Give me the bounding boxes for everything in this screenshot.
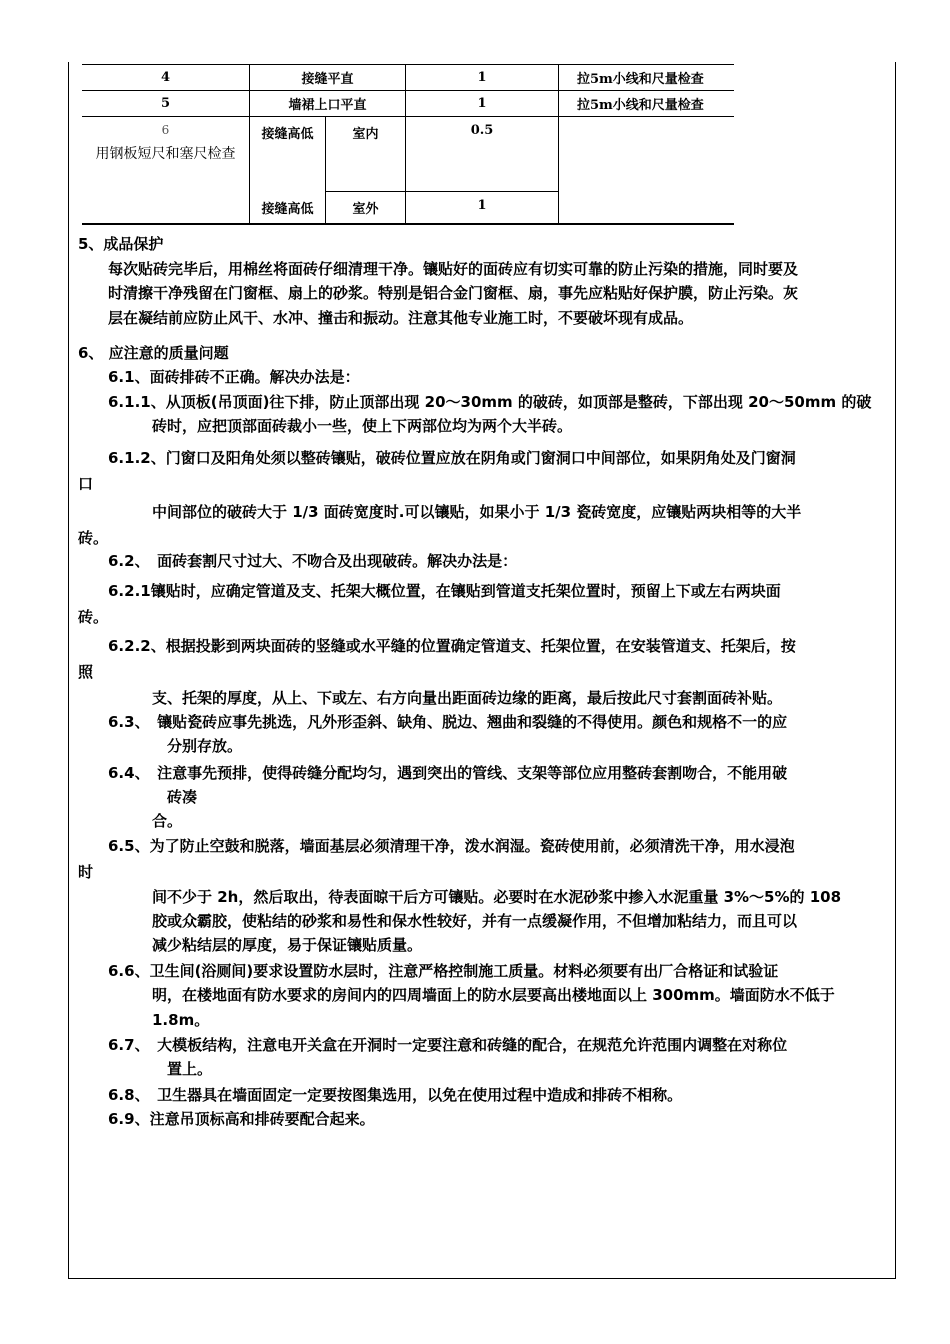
paragraph-line: 减少粘结层的厚度，易于保证镶贴质量。: [152, 936, 423, 954]
tolerance-value: 1: [406, 65, 559, 91]
paragraph-line: 6.7、 大模板结构，注意电开关盒在开洞时一定要注意和砖缝的配合，在规范允许范围内调整在对称位: [108, 1036, 788, 1054]
paragraph-line: 6.1.1、从顶板(吊顶面)往下排，防止顶部出现 20～30mm 的破砖，如顶部是整砖，下部出现 20～50mm 的破: [108, 393, 872, 411]
table-row: [82, 117, 734, 192]
paragraph-line: 时清擦干净残留在门窗框、扇上的砂浆。特别是铝合金门窗框、扇，事先应粘贴好保护膜，防止污染。灰: [108, 284, 799, 302]
paragraph-line: 6.5、为了防止空鼓和脱落，墙面基层必须清理干净，泼水润湿。瓷砖使用前，必须清洗干净，用水浸泡: [108, 837, 795, 855]
paragraph-line: 支、托架的厚度，从上、下或左、右方向量出距面砖边缘的距离，最后按此尺寸套割面砖补贴。: [152, 689, 783, 707]
row-number: 4: [82, 65, 250, 91]
paragraph-line: 6.8、 卫生器具在墙面固定一定要按图集选用，以免在使用过程中造成和排砖不相称。: [108, 1086, 683, 1104]
inspection-table: [82, 64, 734, 225]
table-row: [82, 65, 734, 91]
location: 室内: [325, 117, 405, 192]
section-title: 5、成品保护: [78, 235, 164, 253]
paragraph-line: 砖。: [78, 608, 109, 626]
check-item: 接缝高低: [250, 117, 326, 192]
paragraph-line: 6.2.2、根据投影到两块面砖的竖缝或水平缝的位置确定管道支、托架位置，在安装管道支、托架后，按: [108, 637, 796, 655]
paragraph-line: 6.3、 镶贴瓷砖应事先挑选，凡外形歪斜、缺角、脱边、翘曲和裂缝的不得使用。颜色和规格不一的应: [108, 713, 788, 731]
row-six-cell: [82, 117, 250, 225]
paragraph-line: 6.1、面砖排砖不正确。解决办法是：: [108, 368, 360, 386]
row-number: 6: [161, 123, 170, 137]
check-item: 接缝平直: [250, 65, 406, 91]
paragraph-line: 照: [78, 663, 94, 681]
tolerance-value: 0.5: [406, 117, 559, 192]
check-item: 接缝高低: [250, 192, 326, 225]
paragraph-line: 合。: [152, 812, 183, 830]
paragraph-line: 6.1.2、门窗口及阳角处须以整砖镶贴，破砖位置应放在阴角或门窗洞口中间部位，如果阴角处及门窗洞: [108, 449, 796, 467]
check-method: 拉5m小线和尺量检查: [559, 91, 735, 117]
table-row: [82, 91, 734, 117]
paragraph-line: 砖。: [78, 529, 109, 547]
paragraph-line: 置上。: [167, 1060, 213, 1078]
paragraph-line: 6.4、 注意事先预排，使得砖缝分配均匀，遇到突出的管线、支架等部位应用整砖套割吻合，不能用破: [108, 764, 788, 782]
row-number: 5: [82, 91, 250, 117]
tolerance-value: 1: [406, 91, 559, 117]
paragraph-line: 每次贴砖完毕后，用棉丝将面砖仔细清理干净。镶贴好的面砖应有切实可靠的防止污染的措施，同时要及: [108, 260, 799, 278]
paragraph-line: 时: [78, 863, 94, 881]
paragraph-line: 间不少于 2h，然后取出，待表面晾干后方可镶贴。必要时在水泥砂浆中掺入水泥重量 3%～5%的 108: [152, 888, 842, 906]
paragraph-line: 分别存放。: [167, 737, 243, 755]
location: 室外: [325, 192, 405, 225]
paragraph-line: 砖时，应把顶部面砖裁小一些，使上下两部位均为两个大半砖。: [152, 417, 573, 435]
paragraph-line: 6.2.1镶贴时，应确定管道及支、托架大概位置，在镶贴到管道支托架位置时，预留上下或左右两块面: [108, 582, 781, 600]
check-item: 墙裙上口平直: [250, 91, 406, 117]
section-title: 6、 应注意的质量问题: [78, 344, 229, 362]
paragraph-line: 口: [78, 475, 94, 493]
check-method: 用钢板短尺和塞尺检查: [95, 146, 236, 162]
paragraph-line: 6.6、卫生间(浴厕间)要求设置防水层时，注意严格控制施工质量。材料必须要有出厂合格证和试验证: [108, 962, 779, 980]
paragraph-line: 胶或众霸胶，使粘结的砂浆和易性和保水性较好，并有一点缓凝作用，不但增加粘结力，而且可以: [152, 912, 798, 930]
paragraph-line: 层在凝结前应防止风干、水冲、撞击和振动。注意其他专业施工时，不要破坏现有成品。: [108, 309, 694, 327]
paragraph-line: 6.9、注意吊顶标高和排砖要配合起来。: [108, 1110, 375, 1128]
empty-cell: [559, 117, 735, 225]
check-method: 拉5m小线和尺量检查: [559, 65, 735, 91]
tolerance-value: 1: [406, 192, 559, 225]
paragraph-line: 砖凑: [167, 788, 198, 806]
paragraph-line: 中间部位的破砖大于 1/3 面砖宽度时.可以镶贴，如果小于 1/3 瓷砖宽度，应镶贴两块相等的大半: [152, 503, 802, 521]
paragraph-line: 6.2、 面砖套割尺寸过大、不吻合及出现破砖。解决办法是：: [108, 552, 518, 570]
paragraph-line: 1.8m。: [152, 1011, 210, 1029]
paragraph-line: 明，在楼地面有防水要求的房间内的四周墙面上的防水层要高出楼地面以上 300mm。墙面防水不低于: [152, 986, 835, 1004]
